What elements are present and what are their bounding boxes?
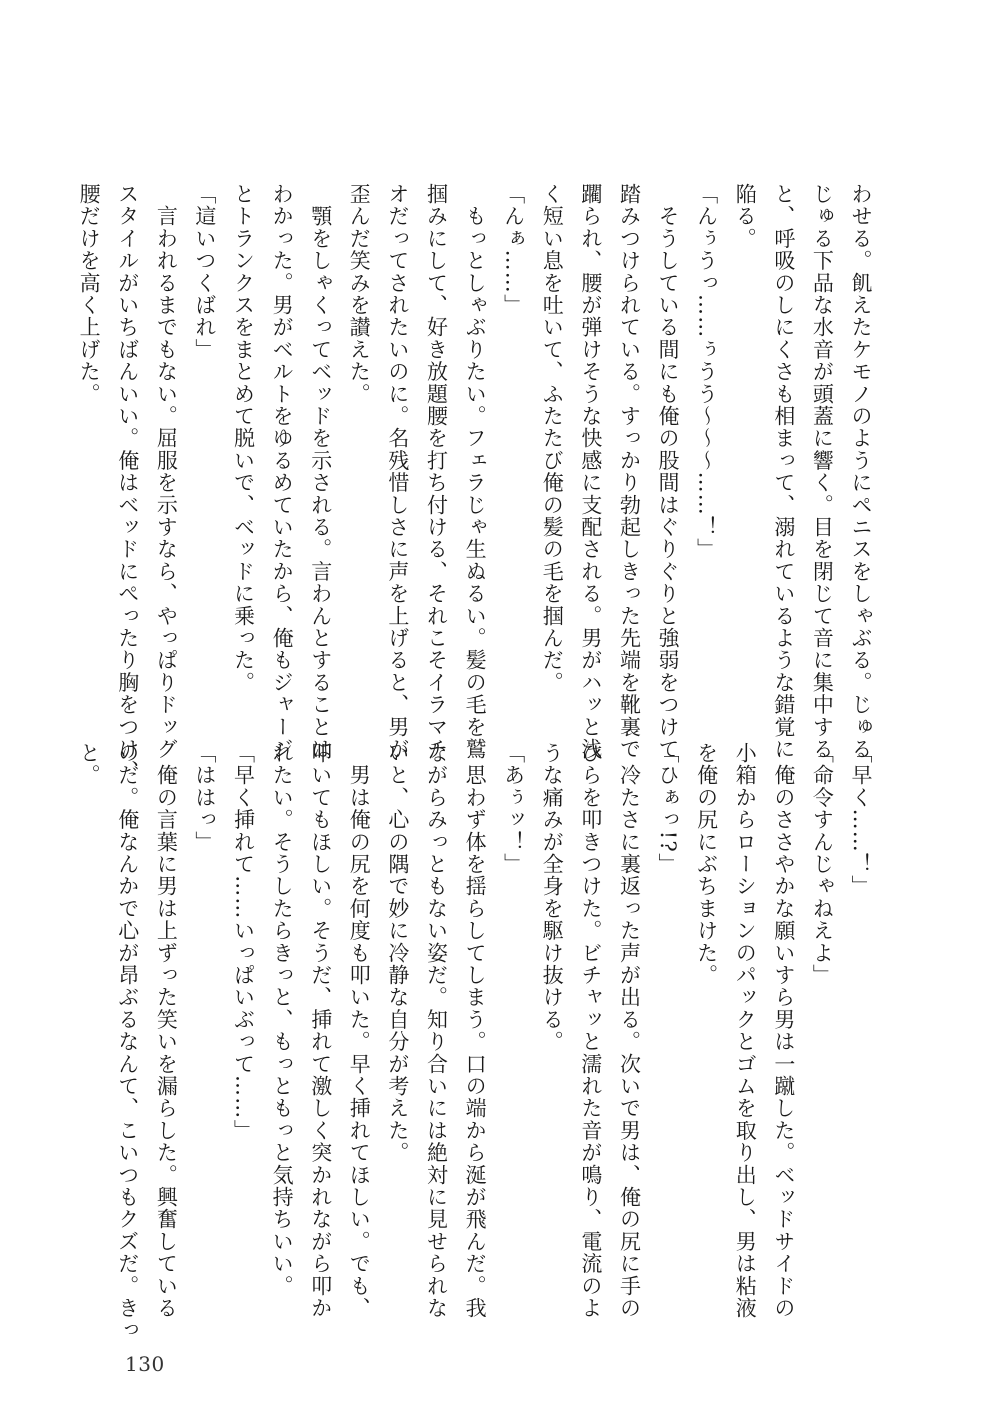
text-line: 思わず体を揺らしてしまう。口の端から涎が飛んだ。我 xyxy=(463,742,488,1320)
text-line: 俺のささやかな願いすら男は一蹴した。ベッドサイドの xyxy=(771,742,796,1320)
text-line: と。 xyxy=(77,742,102,787)
text-line: 小箱からローションのパックとゴムを取り出し、男は粘液 xyxy=(733,742,758,1320)
text-line: 「あぅッ！」 xyxy=(501,742,526,876)
text-line: 冷たさに裏返った声が出る。次いで男は、俺の尻に手の xyxy=(617,742,642,1320)
text-line: 男は俺の尻を何度も叩いた。早く挿れてほしい。でも、 xyxy=(347,742,372,1320)
text-line: れたい。そうしたらきっと、もっともっと気持ちいい。 xyxy=(270,742,295,1297)
text-line: 「早く挿れて……いっぱいぶって……」 xyxy=(231,742,256,1142)
text-line: わかった。男がベルトをゆるめていたから、俺もジャージ xyxy=(270,183,295,761)
text-line: 言われるまでもない。屈服を示すなら、やっぱりドッグ xyxy=(154,183,179,761)
text-line: 叩いてもほしい。そうだ、挿れて激しく突かれながら叩か xyxy=(308,742,333,1320)
text-line: 顎をしゃくってベッドを示される。言わんとすることは xyxy=(308,183,333,761)
text-line: 「ひぁっ!?」 xyxy=(656,742,681,876)
text-line: 躙られ、腰が弾けそうな快感に支配される。男がハッと浅 xyxy=(578,183,603,761)
text-line: 「んぅうっ……ぅうう〜〜〜……！」 xyxy=(694,183,719,561)
text-line: わせる。飢えたケモノのようにペニスをしゃぶる。じゅる xyxy=(849,183,873,761)
text-line: そうしている間にも俺の股間はぐりぐりと強弱をつけて xyxy=(656,183,681,761)
text-line: と、呼吸のしにくさも相まって、溺れているような錯覚に xyxy=(771,183,796,761)
text-line: とトランクスをまとめて脱いで、ベッドに乗った。 xyxy=(231,183,256,694)
text-line: オだってされたいのに。名残惜しさに声を上げると、男が xyxy=(385,183,410,761)
text-line: 歪んだ笑みを讃えた。 xyxy=(347,183,372,405)
text-line: 「命令すんじゃねえよ」 xyxy=(810,742,835,987)
text-line: のだ。俺なんかで心が昂ぶるなんて、こいつもクズだ。きっ xyxy=(115,742,140,1342)
text-block-upper xyxy=(77,183,880,783)
text-line: 踏みつけられている。すっかり勃起しきった先端を靴裏で xyxy=(617,183,642,761)
text-line: 「這いつくばれ」 xyxy=(192,183,217,361)
text-line: ひらを叩きつけた。ビチャッと濡れた音が鳴り、電流のよ xyxy=(578,742,603,1320)
text-line: 掴みにして、好き放題腰を打ち付ける、それこそイラマチ xyxy=(424,183,449,761)
text-line: じゅる下品な水音が頭蓋に響く。目を閉じて音に集中する xyxy=(810,183,835,761)
text-line: スタイルがいちばんいい。俺はベッドにぺったり胸をつけ、 xyxy=(115,183,140,783)
text-block-lower xyxy=(77,742,880,1342)
text-line: 「ははっ」 xyxy=(192,742,217,853)
text-line: 「んぁ……」 xyxy=(501,183,526,317)
text-line: うな痛みが全身を駆け抜ける。 xyxy=(540,742,565,1053)
page-number: 130 xyxy=(125,1352,165,1376)
text-line: く短い息を吐いて、ふたたび俺の髪の毛を掴んだ。 xyxy=(540,183,565,694)
text-line: いと、心の隅で妙に冷静な自分が考えた。 xyxy=(385,742,410,1164)
text-line: を俺の尻にぶちまけた。 xyxy=(694,742,719,987)
text-line: ながらみっともない姿だ。知り合いには絶対に見せられな xyxy=(424,742,449,1320)
text-line: 「早く……！」 xyxy=(849,742,873,898)
text-line: 俺の言葉に男は上ずった笑いを漏らした。興奮している xyxy=(154,742,179,1320)
text-line: もっとしゃぶりたい。フェラじゃ生ぬるい。髪の毛を鷲 xyxy=(463,183,488,761)
text-line: 陥る。 xyxy=(733,183,758,250)
text-line: 腰だけを高く上げた。 xyxy=(77,183,102,405)
